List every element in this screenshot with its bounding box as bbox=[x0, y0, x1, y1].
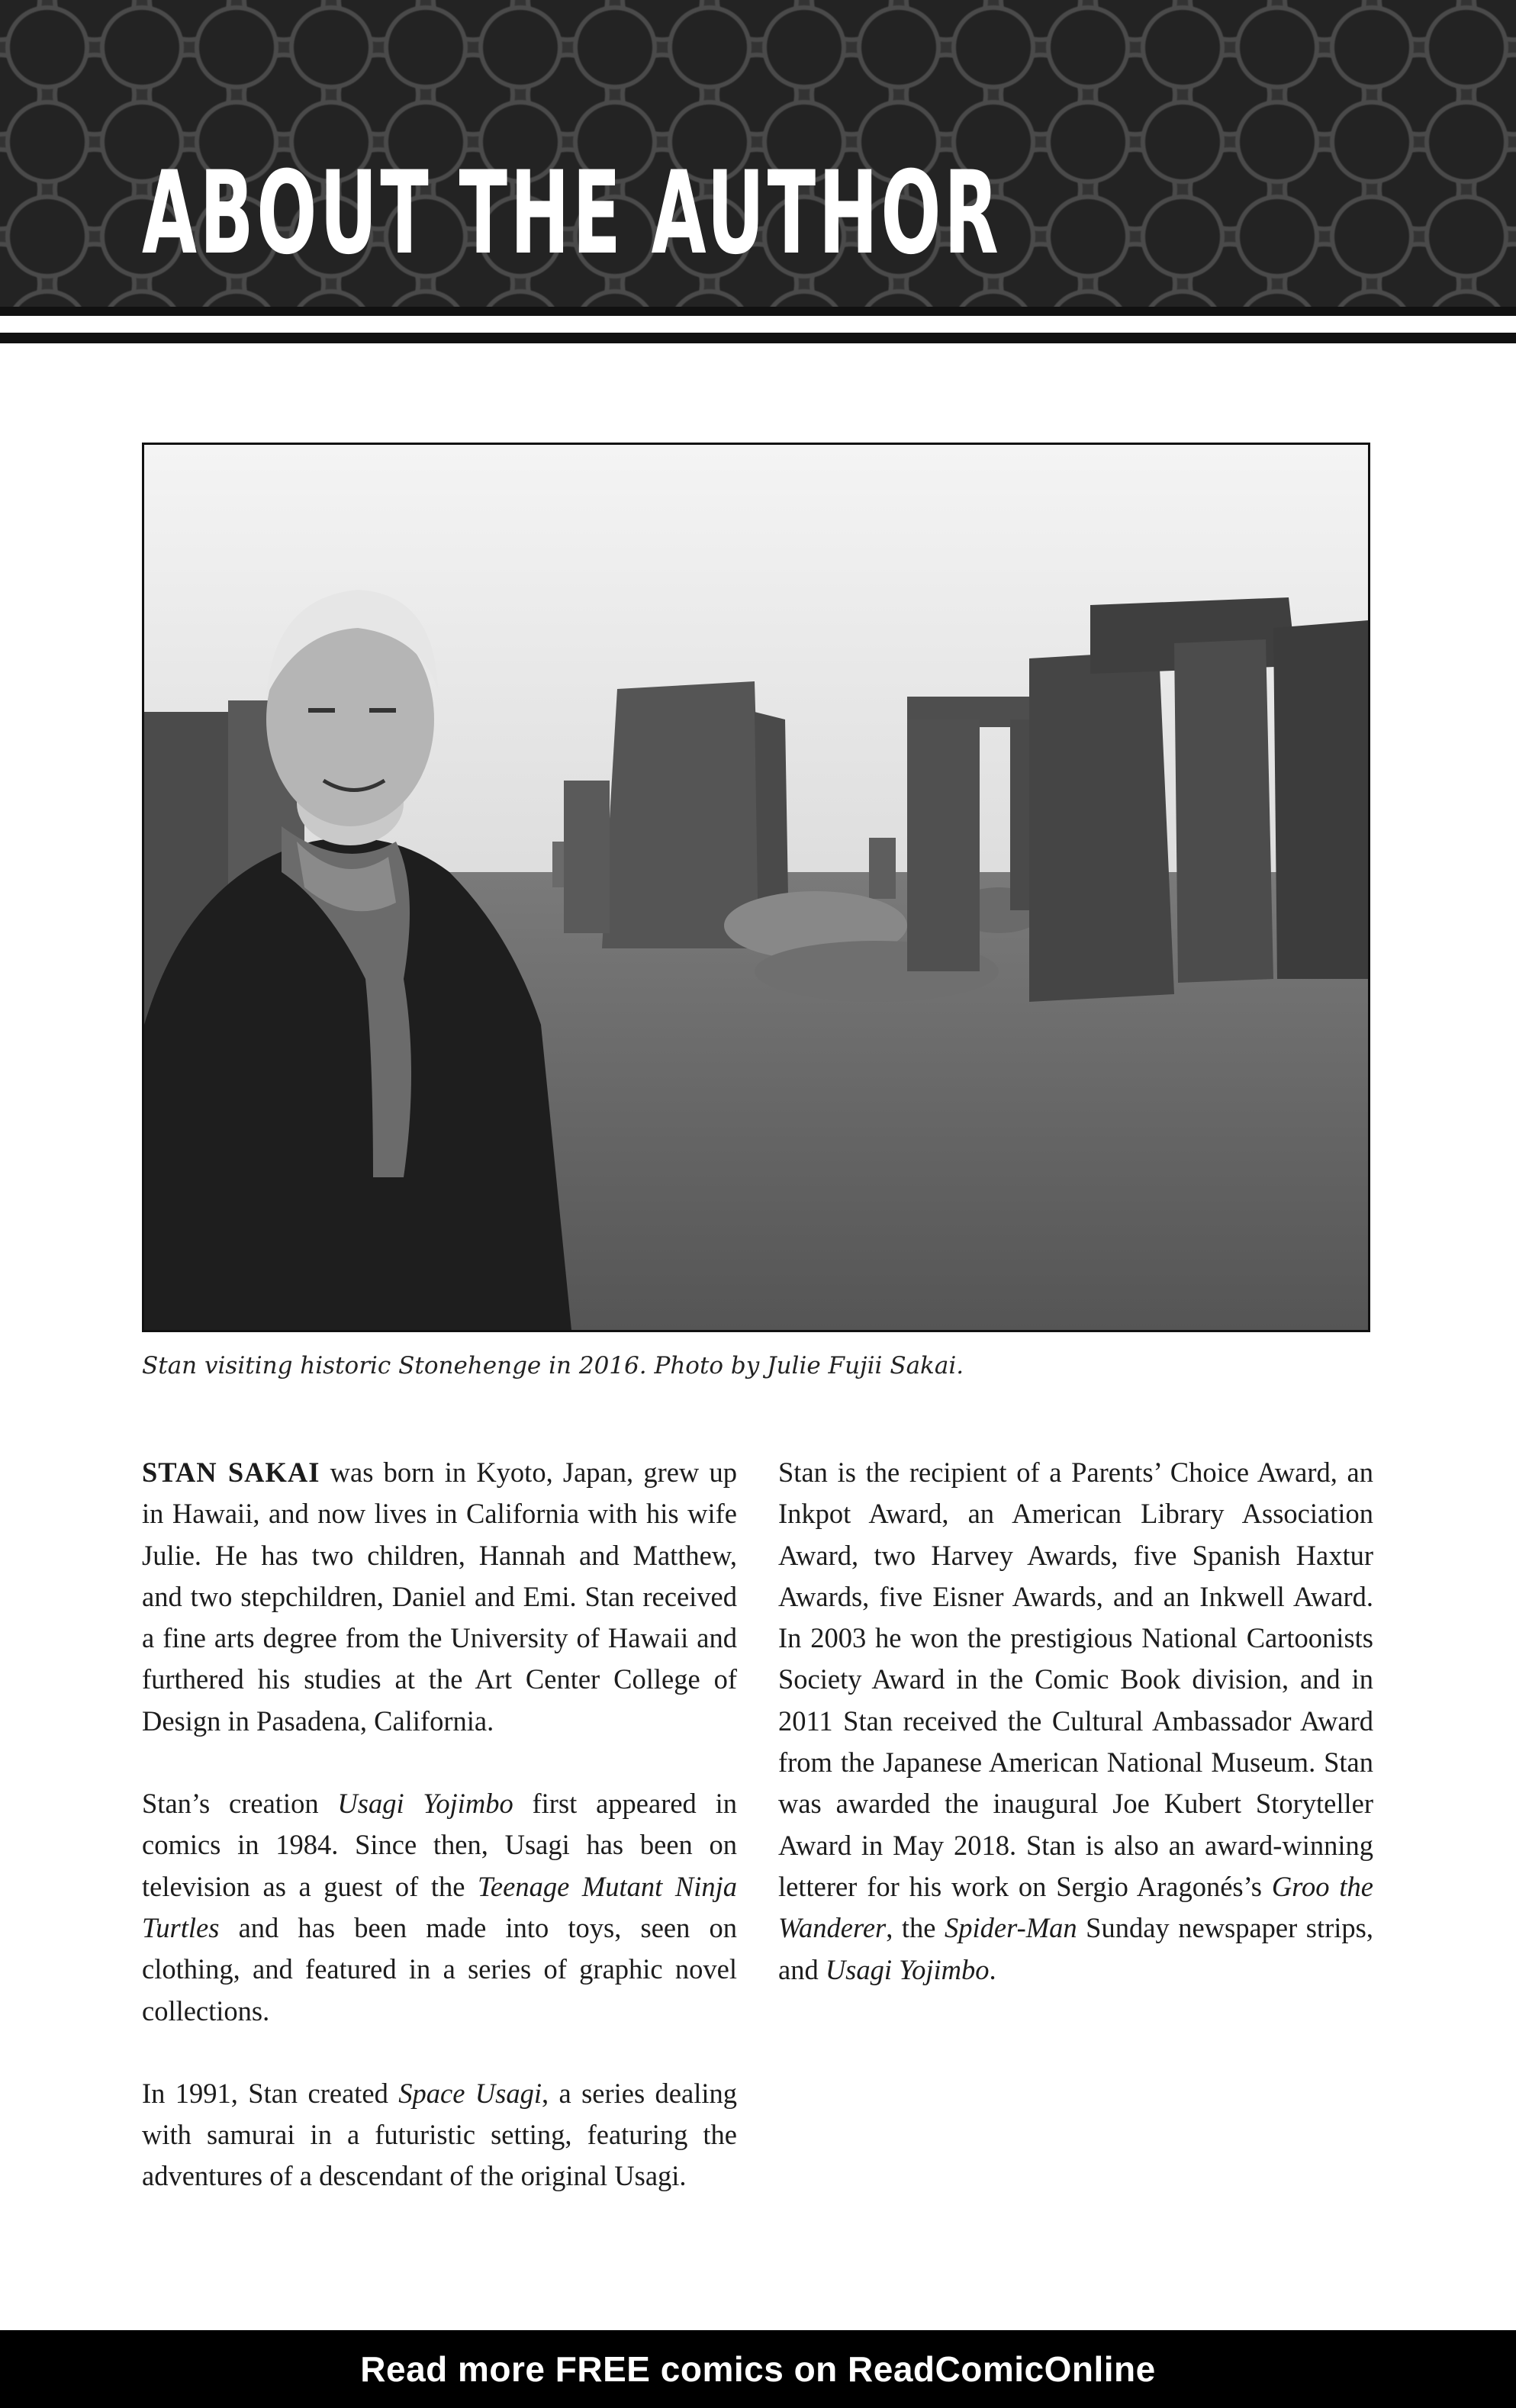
header-divider-bottom bbox=[0, 333, 1516, 343]
bio-paragraph-3 bbox=[142, 2073, 737, 2197]
author-photo bbox=[142, 443, 1370, 1332]
title-usagi-yojimbo-2: Usagi Yojimbo bbox=[825, 1953, 990, 1985]
bio-paragraph-1-text: was born in Kyoto, Japan, grew up in Hawaii, and now lives in California with his wife Julie. He has two children, Hannah and Matthew, and two stepchildren, Daniel and Emi. Stan received a fine arts degree from the University of Hawaii and furthered his studies at the Art Center College of Design in Pasadena, California. bbox=[142, 1457, 737, 1737]
bio-paragraph-1 bbox=[142, 1452, 737, 1742]
bio-paragraph-2 bbox=[142, 1783, 737, 2032]
bio-paragraph-2-text-e: and has been made into toys, seen on clothing, and featured in a series of graphic novel collections. bbox=[142, 1911, 737, 2027]
author-name: STAN SAKAI bbox=[142, 1457, 320, 1488]
bio-paragraph-2-text-a: Stan’s creation bbox=[142, 1788, 338, 1820]
page-title: ABOUT THE AUTHOR bbox=[142, 147, 1002, 280]
bio-paragraph-4-text-c: , the bbox=[886, 1912, 945, 1944]
header-banner bbox=[0, 0, 1516, 313]
bio-paragraph-4 bbox=[778, 1452, 1373, 1991]
footer-bar bbox=[0, 2330, 1516, 2408]
title-space-usagi: Space Usagi bbox=[398, 2077, 542, 2109]
bio-paragraph-3-text-a: In 1991, Stan created bbox=[142, 2077, 399, 2109]
bio-column-right bbox=[778, 1452, 1373, 2032]
stonehenge-photo-illustration bbox=[144, 445, 1368, 1330]
bio-paragraph-4-text-g: . bbox=[989, 1953, 996, 1985]
bio-paragraph-4-text-e: Sunday newspaper strips, and bbox=[778, 1912, 1374, 1985]
bio-paragraph-2-text-c: first appeared in comics in 1984. Since then, Usagi has been on television as a guest of the bbox=[142, 1788, 737, 1902]
photo-caption: Stan visiting historic Stonehenge in 2016. Photo by Julie Fujii Sakai. bbox=[142, 1352, 964, 1379]
read-more-link[interactable]: Read more FREE comics on ReadComicOnline bbox=[360, 2349, 1156, 2389]
header-divider-top bbox=[0, 307, 1516, 316]
title-groo: Groo the Wanderer bbox=[778, 1870, 1373, 1944]
bio-paragraph-3-text-c: , a series dealing with samurai in a futuristic setting, featuring the adventures of a descendant of the original Usagi. bbox=[142, 2077, 737, 2192]
bio-paragraph-4-text-a: Stan is the recipient of a Parents’ Choice Award, an Inkpot Award, an American Library Association Award, two Harvey Awards, five Spanish Haxtur Awards, five Eisner Awards, and an Inkwell Award. In 2003 he won the prestigious National Cartoonists Society Award in the Comic Book division, and in 2011 Stan received the Cultural Ambassador Award from the Japanese American National Museum. Stan was awarded the inaugural Joe Kubert Storyteller Award in May 2018. Stan is also an award-winning letterer for his work on Sergio Aragonés’s bbox=[778, 1457, 1373, 1902]
title-usagi-yojimbo: Usagi Yojimbo bbox=[337, 1788, 513, 1820]
bio-column-left bbox=[142, 1452, 737, 2239]
title-spider-man: Spider-Man bbox=[945, 1912, 1077, 1944]
title-tmnt: Teenage Mutant Ninja Turtles bbox=[142, 1870, 737, 1943]
